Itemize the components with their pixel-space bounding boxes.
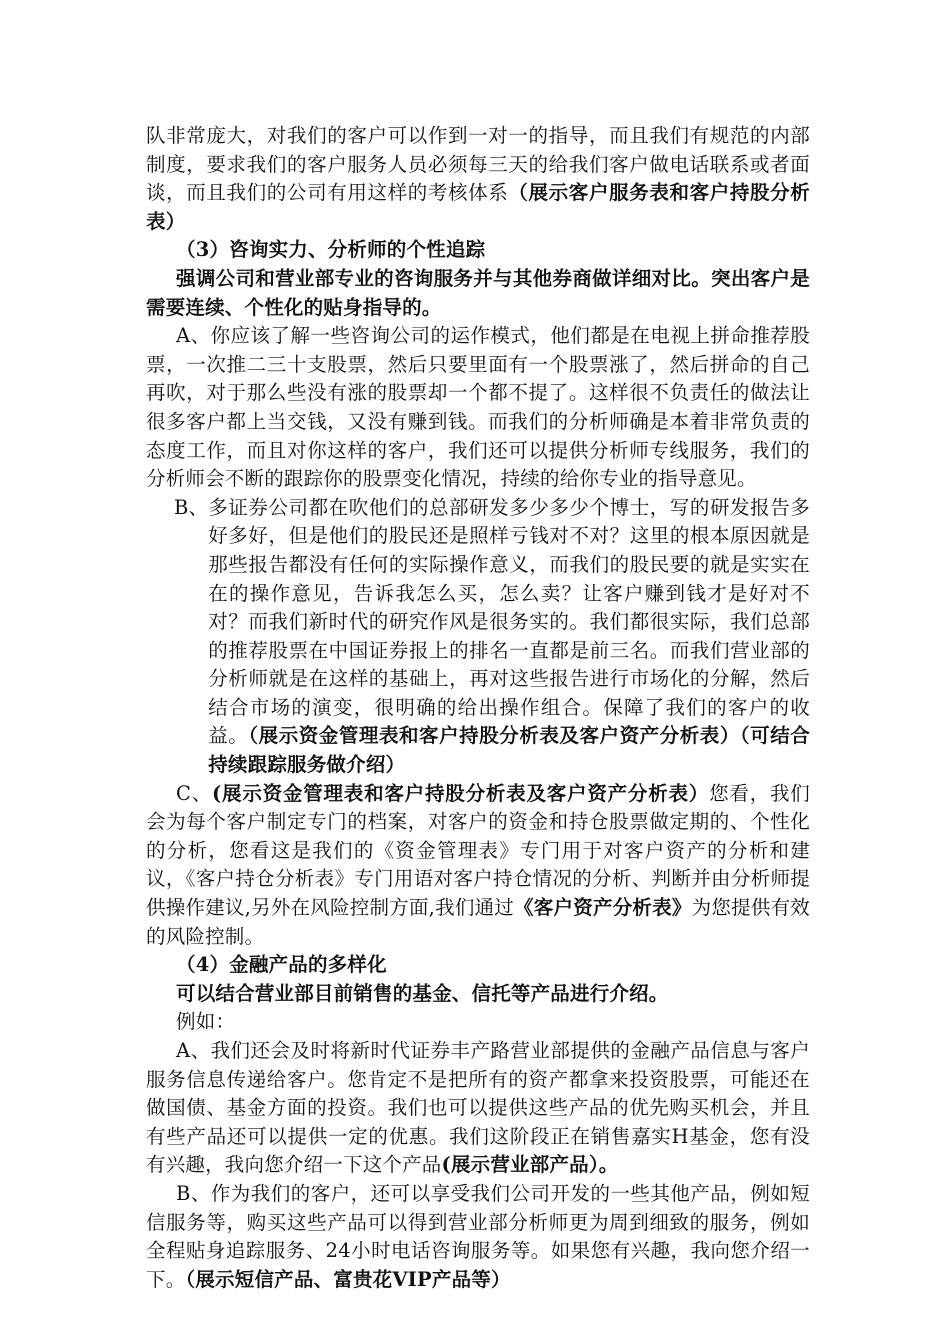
display-note: （展示短信产品、富贵花VIP产品等）	[185, 1267, 511, 1291]
section-note-3: 强调公司和营业部专业的咨询服务并与其他券商做详细对比。突出客户是需要连续、个性化的贴身指导的。	[146, 266, 810, 319]
paragraph-c-archives	[146, 780, 810, 952]
paragraph-products-b	[146, 1180, 810, 1294]
display-note: (展示资金管理表和客户持股分析表及客户资产分析表）	[212, 781, 710, 805]
section-heading-3: （3）咨询实力、分析师的个性追踪	[176, 238, 486, 262]
example-label: 例如：	[176, 1010, 236, 1034]
paragraph-products-a	[146, 1037, 810, 1180]
display-note-asset-table: 《客户资产分析表》	[514, 896, 692, 920]
section-note-4: 可以结合营业部目前销售的基金、信托等产品进行介绍。	[176, 981, 669, 1005]
paragraph-text: A、我们还会及时将新时代证券丰产路营业部提供的金融产品信息与客户服务信息传递给客户。您肯定不是把所有的资产都拿来投资股票，可能还在做国债、基金方面的投资。我们也可以提供这些产品的优先购买机会，并且有些产品还可以提供一定的优惠。我们这阶段正在销售嘉实H基金，您有没有兴趣，我向您介绍一下这个产品	[146, 1039, 810, 1177]
paragraph-text: 队非常庞大，对我们的客户可以作到一对一的指导，而且我们有规范的内部制度，要求我们的客户服务人员必须每三天的给我们客户做电话联系或者面谈，而且我们的公司有用这样的考核体系	[146, 124, 810, 205]
paragraph-body	[208, 494, 810, 780]
paragraph-text: B、作为我们的客户，还可以享受我们公司开发的一些其他产品，例如短信服务等，购买这些产品可以得到营业部分析师更为周到细致的服务，例如全程贴身追踪服务、24小时电话咨询服务等。如果您有兴趣，我向您介绍一下。	[146, 1181, 810, 1291]
display-note: （展示资金管理表和客户持股分析表及客户资产分析表）（可结合持续跟踪服务做介绍）	[208, 724, 810, 777]
paragraph-client-service	[146, 122, 810, 236]
paragraph-text-end: 为您提供有效的风险控制。	[146, 896, 810, 948]
paragraph-a-consulting: A、你应该了解一些咨询公司的运作模式，他们都是在电视上拼命推荐股票，一次推二三十支股票，然后只要里面有一个股票涨了，然后拼命的自己再吹，对于那么些没有涨的股票却一个都不提了。这样很不负责任的做法让很多客户都上当交钱，又没有赚到钱。而我们的分析师确是本着非常负责的态度工作，而且对你这样的客户，我们还可以提供分析师专线服务，我们的分析师会不断的跟踪你的股票变化情况，持续的给你专业的指导意见。	[146, 324, 810, 491]
list-marker: C、	[176, 781, 213, 805]
list-marker: B、	[174, 495, 209, 519]
display-note: (展示营业部产品）。	[441, 1153, 619, 1177]
display-note: （展示客户服务表和客户持股分析表）	[146, 181, 810, 233]
paragraph-b-research	[146, 494, 810, 780]
paragraph-text: 您看，我们会为每个客户制定专门的档案，对客户的资金和持仓股票做定期的、个性化的分析，您看这是我们的《资金管理表》专门用于对客户资产的分析和建议，《客户持仓分析表》专门用语对客户持仓情况的分析、判断并由分析师提供操作建议,另外在风险控制方面,我们通过	[146, 781, 810, 920]
paragraph-text: 多证券公司都在吹他们的总部研发多少多少个博士，写的研发报告多好多好，但是他们的股民还是照样亏钱对不对？这里的根本原因就是那些报告都没有任何的实际操作意义，而我们的股民要的就是实实在在的操作意见，告诉我怎么买，怎么卖？让客户赚到钱才是好对不对？而我们新时代的研究作风是很务实的。我们都很实际，我们总部的推荐股票在中国证券报上的排名一直都是前三名。而我们营业部的分析师就是在这样的基础上，再对这些报告进行市场化的分解，然后结合市场的演变，很明确的给出操作组合。保障了我们的客户的收益。	[208, 495, 810, 748]
document-page	[146, 122, 810, 1294]
section-heading-4: （4）金融产品的多样化	[176, 953, 387, 977]
